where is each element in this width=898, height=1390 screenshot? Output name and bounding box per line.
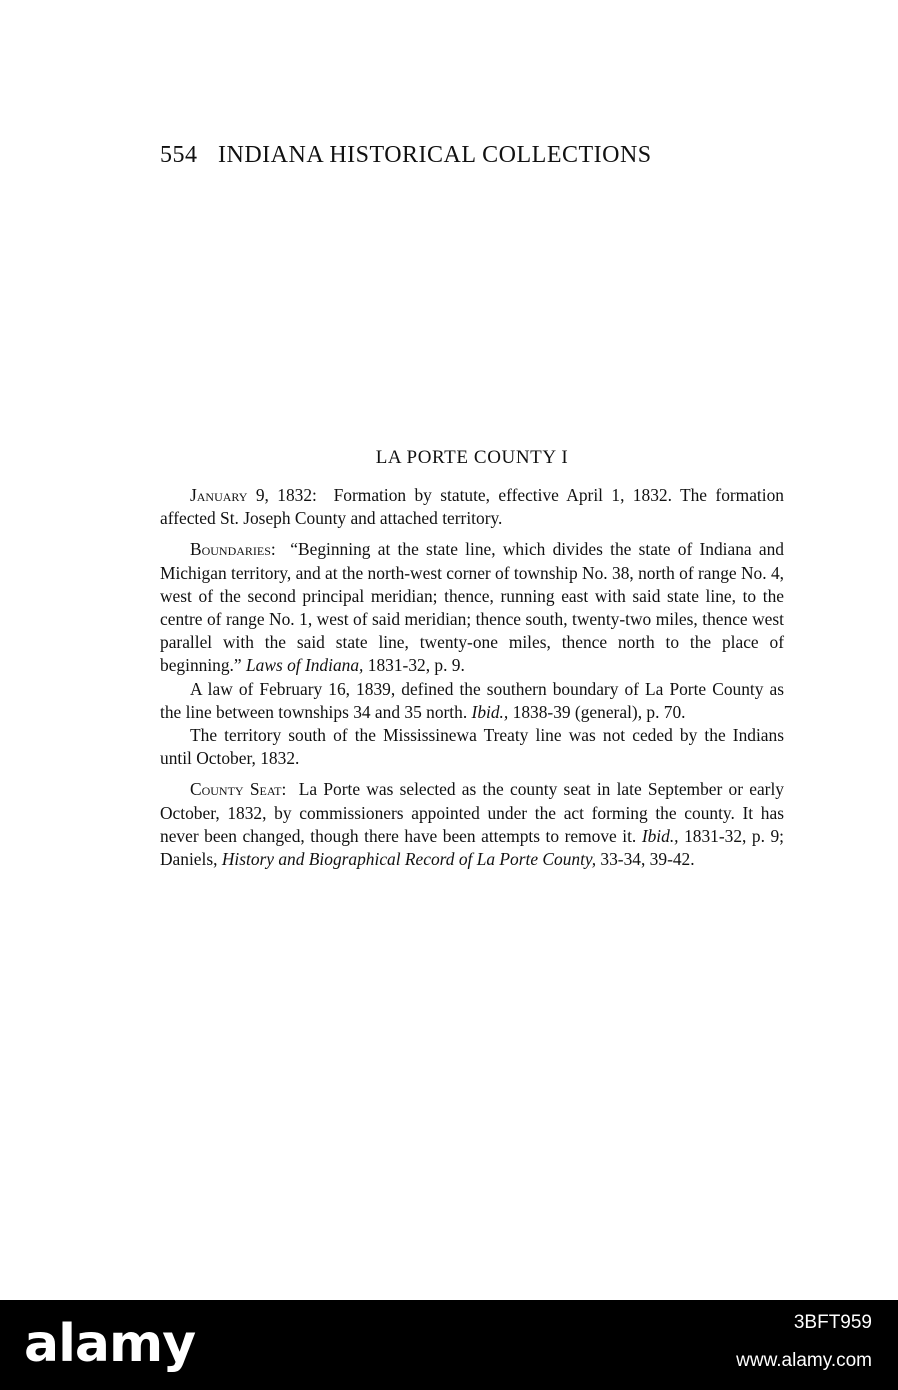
page-number: 554: [160, 142, 198, 168]
article-body: [160, 484, 784, 871]
running-header: [160, 142, 760, 169]
formation-date: 9, 1832:: [247, 485, 317, 505]
county-seat-citation-ref: 1831-32, p. 9; Daniels,: [160, 825, 784, 870]
boundaries-label: Boundaries:: [190, 539, 276, 560]
county-seat-label: County Seat:: [190, 779, 287, 800]
county-seat-history-title: History and Biographical Record of La Porte County,: [221, 849, 597, 870]
formation-paragraph: [160, 484, 784, 530]
formation-label: January: [190, 485, 248, 505]
law-citation-ibid: Ibid.,: [471, 701, 509, 722]
county-seat-history-pages: 33-34, 39-42.: [600, 849, 695, 870]
law-paragraph: [160, 678, 784, 724]
alamy-logo: alamy: [24, 1314, 196, 1374]
boundaries-paragraph: [160, 538, 784, 677]
boundaries-citation-ref: 1831-32, p. 9.: [367, 655, 465, 676]
running-title: INDIANA HISTORICAL COLLECTIONS: [218, 142, 652, 168]
boundaries-citation-title: Laws of Indiana,: [245, 655, 364, 676]
section-title: LA PORTE COUNTY I: [375, 447, 569, 468]
territory-paragraph: The territory south of the Mississinewa Treaty line was not ceded by the Indians until October, 1832.: [160, 725, 784, 769]
county-seat-text: La Porte was selected as the county seat in late September or early October, 1832, by commissioners appointed under the act forming the county. It has never been changed, though there have been attempts to remove it.: [160, 779, 784, 846]
law-text: A law of February 16, 1839, defined the southern boundary of La Porte County as the line between townships 34 and 35 north.: [160, 678, 784, 722]
site-url: www.alamy.com: [736, 1350, 872, 1371]
law-citation-ref: 1838-39 (general), p. 70.: [512, 701, 686, 722]
boundaries-quote: “Beginning at the state line, which divides the state of Indiana and Michigan territory, and at the north-west corner of township No. 38, north of range No. 4, west of the second principal meridian; thence, running east with said state line, to the centre of range No. 1, west of said meridian; thence south, twenty-two miles, thence west parallel with the said state line, twenty-one miles, thence north to the place of beginning.”: [160, 539, 785, 676]
formation-text: Formation by statute, effective April 1, 1832. The formation affected St. Joseph County and attached territory.: [160, 485, 784, 529]
county-seat-citation-ibid: Ibid.,: [641, 825, 679, 846]
county-seat-paragraph: [160, 778, 784, 871]
watermark-bar: [0, 1300, 898, 1390]
image-id: 3BFT959: [793, 1312, 872, 1333]
